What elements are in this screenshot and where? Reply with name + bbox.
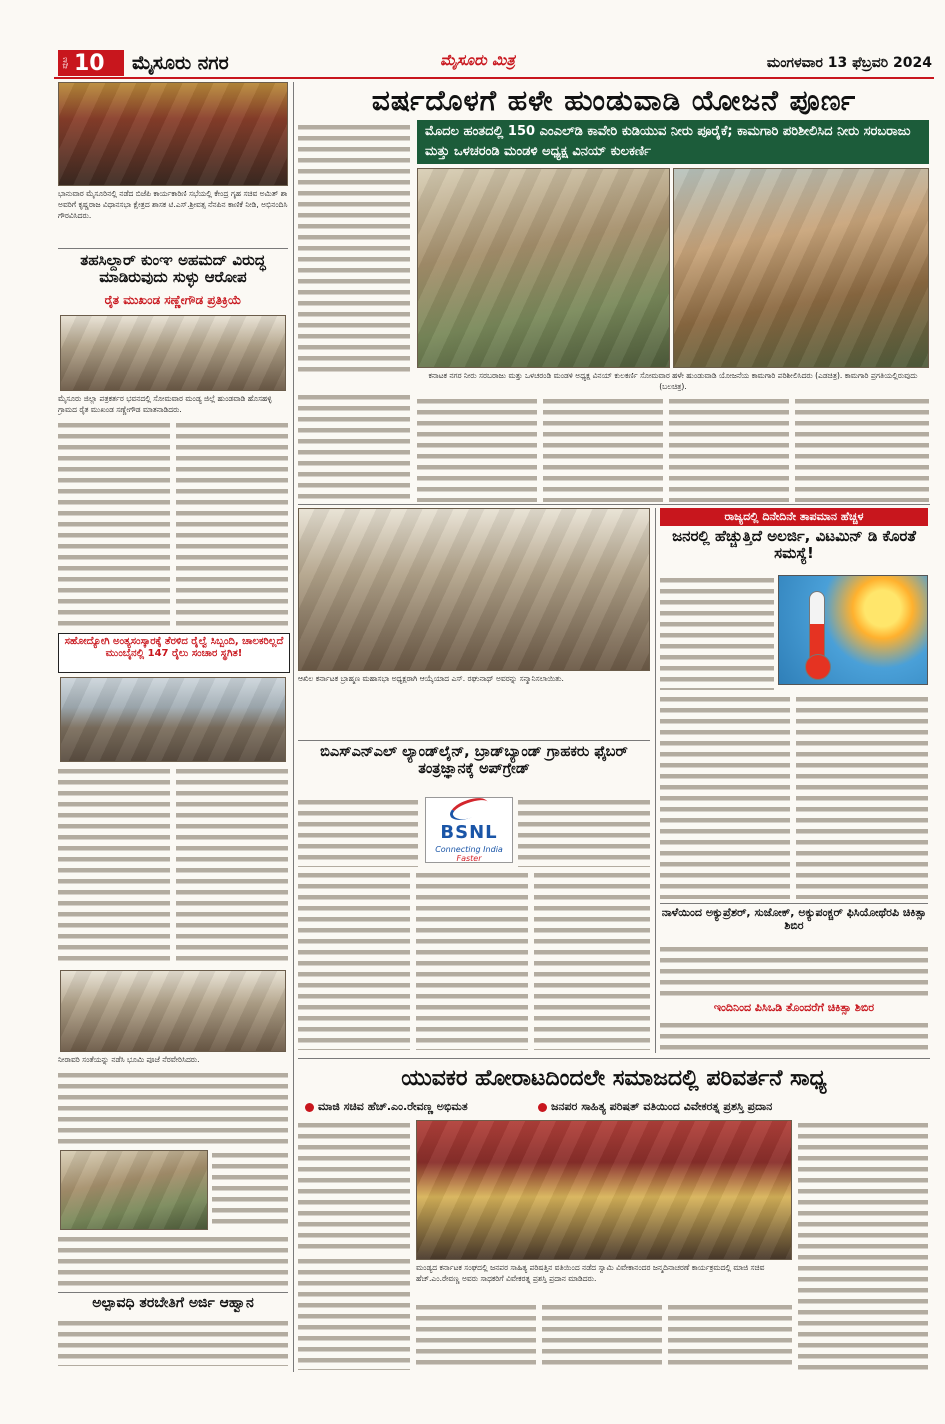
bsnl-headline: ಬಿಎಸ್‌ಎನ್‌ಎಲ್ ಲ್ಯಾಂಡ್‌ಲೈನ್, ಬ್ರಾಡ್‌ಬ್ಯಾಂಡ್ ಗ್ರಾಹಕರು ಫೈಬರ್ ತಂತ್ರಜ್ಞಾನಕ್ಕೆ ಅಪ್‌ಗ್ರೇಡ್ [320, 744, 628, 777]
youth-body-col3 [542, 1302, 662, 1370]
lead-body-col1b [298, 392, 410, 502]
rail-headline: ಸಹೋದ್ಯೋಗಿ ಅಂತ್ಯಸಂಸ್ಕಾರಕ್ಕೆ ತೆರಳಿದ ರೈಲ್ವೆ ಸಿಬ್ಬಂದಿ, ಚಾಲಕರಿಲ್ಲದೆ ಮುಂಬೈನಲ್ಲಿ 147 ರೈಲು ಸಂಚಾರ ಸ್ಥಗಿತ! [64, 636, 284, 659]
irrigation-event-body [58, 1070, 288, 1146]
lead-subhead: ಮೊದಲ ಹಂತದಲ್ಲಿ 150 ಎಂಎಲ್‌ಡಿ ಕಾವೇರಿ ಕುಡಿಯುವ ನೀರು ಪೂರೈಕೆ; ಕಾಮಗಾರಿ ಪರಿಶೀಲಿಸಿದ ನೀರು ಸರಬರಾಜು ಮತ್ತು ಒಳಚರಂಡಿ ಮಂಡಳಿ ಅಧ್ಯಕ್ಷ ವಿನಯ್ ಕುಲಕರ್ಣಿ [417, 120, 929, 164]
bullet-icon [538, 1103, 547, 1112]
youth-sub-right-text: ಜನಪರ ಸಾಹಿತ್ಯ ಪರಿಷತ್ ವತಿಯಿಂದ ವಿವೇಕರತ್ನ ಪ್ರಶಸ್ತಿ ಪ್ರದಾನ [551, 1100, 773, 1113]
paper-name: ಮೈಸೂರು ಮಿತ್ರ [440, 51, 515, 69]
vitamin-body-col1 [660, 694, 790, 899]
vitamin-kicker: ರಾಜ್ಯದಲ್ಲಿ ದಿನೇದಿನೇ ತಾಪಮಾನ ಹೆಚ್ಚಳ [660, 508, 928, 526]
page-number-badge [58, 50, 124, 76]
camp-headline: ನಾಳೆಯಿಂದ ಅಕ್ಯುಪ್ರೆಶರ್, ಸುಜೋಕ್, ಅಕ್ಯುಪಂಕ್ಚರ್ ಫಿಸಿಯೋಥೆರಪಿ ಚಿಕಿತ್ಸಾ ಶಿಬಿರ [661, 907, 927, 932]
column-rule [293, 82, 294, 1372]
bullet-icon [305, 1103, 314, 1112]
divider [660, 903, 928, 904]
bsnl-ad-logo: BSNL [440, 822, 498, 843]
column-rule [655, 508, 656, 1053]
youth-body-col5 [798, 1120, 928, 1370]
lead-body-col5 [795, 396, 929, 502]
bsnl-ad-tagline-2: Faster [456, 854, 482, 863]
divider [298, 504, 930, 505]
lead-body-col2 [417, 396, 537, 502]
vitamin-body-top [660, 575, 774, 690]
thermometer-icon [809, 591, 825, 673]
bsnl-body-col2 [416, 870, 528, 1050]
inspection-photo [417, 168, 670, 368]
section-title: ಮೈಸೂರು ನಗರ [132, 52, 229, 74]
rail-body-col1 [58, 766, 170, 966]
page-number: 10 [74, 50, 105, 76]
divider [58, 248, 288, 249]
page-label: ಪುಟ [60, 57, 69, 69]
bsnl-body-col3 [534, 870, 650, 1050]
construction-site-photo [673, 168, 929, 368]
youth-body-col1b [298, 1256, 410, 1370]
press-meet-photo [60, 315, 286, 391]
divider [58, 1292, 288, 1293]
bsnl-ad-tagline: Connecting India [435, 845, 503, 854]
application-body [58, 1318, 288, 1366]
tahsildar-headline: ತಹಸಿಲ್ದಾರ್ ಕುಂಞ ಅಹಮದ್ ವಿರುದ್ಧ ಮಾಡಿರುವುದು ಸುಳ್ಳು ಆರೋಪ [80, 252, 266, 287]
felicitation-photo [298, 508, 650, 671]
press-meet-caption: ಮೈಸೂರು ಜಿಲ್ಲಾ ಪತ್ರಕರ್ತರ ಭವನದಲ್ಲಿ ಸೋಮವಾರ ಮಂಡ್ಯ ಜಿಲ್ಲೆ ಹುಂಡವಾಡಿ ಹೊಸಹಳ್ಳಿ ಗ್ರಾಮದ ರೈತ ಮುಖಂಡ ಸಣ್ಣೇಗೌಡ ಮಾತನಾಡಿದರು. [58, 394, 272, 414]
award-ceremony-caption: ಮಂಡ್ಯದ ಕರ್ನಾಟಕ ಸಂಘದಲ್ಲಿ ಜನಪರ ಸಾಹಿತ್ಯ ಪರಿಷತ್ತಿನ ವತಿಯಿಂದ ನಡೆದ ಸ್ವಾಮಿ ವಿವೇಕಾನಂದರ ಜನ್ಮದಿನಾಚರಣೆ ಕಾರ್ಯಕ್ರಮದಲ್ಲಿ ಮಾಜಿ ಸಚಿವ ಹೆಚ್.ಎಂ.ರೇವಣ್ಣ ಅವರು ಸಾಧಕರಿಗೆ ವಿವೇಕರತ್ನ ಪ್ರಶಸ್ತಿ ಪ್ರದಾನ ಮಾಡಿದರು. [416, 1263, 765, 1283]
divider [298, 740, 650, 741]
pcod-headline: ಇಂದಿನಿಂದ ಪಿಸಿಒಡಿ ತೊಂದರೆಗೆ ಚಿಕಿತ್ಸಾ ಶಿಬಿರ [713, 1002, 875, 1014]
application-headline: ಅಲ್ಪಾವಧಿ ತರಬೇತಿಗೆ ಅರ್ಜಿ ಆಹ್ವಾನ [92, 1295, 254, 1311]
bsnl-body-right [518, 797, 650, 867]
youth-sub-right [538, 1098, 928, 1116]
heat-illustration [778, 575, 928, 685]
lead-headline: ವರ್ಷದೊಳಗೆ ಹಳೇ ಹುಂಡುವಾಡಿ ಯೋಜನೆ ಪೂರ್ಣ [371, 84, 857, 117]
youth-sub-left [305, 1098, 535, 1116]
divider [298, 1058, 930, 1059]
farm-equipment-body [212, 1150, 288, 1230]
award-ceremony-photo [416, 1120, 792, 1260]
pcod-body [660, 1020, 928, 1054]
youth-body-col1 [298, 1120, 410, 1250]
lead-body-col1 [298, 122, 410, 372]
rail-body-col2 [176, 766, 288, 966]
farm-equipment-photo [60, 1150, 208, 1230]
bjp-meeting-photo [58, 82, 288, 186]
bsnl-body-intro [298, 797, 418, 867]
lead-body-col3 [543, 396, 663, 502]
bsnl-swoosh-icon [447, 794, 491, 825]
youth-headline: ಯುವಕರ ಹೋರಾಟದಿಂದಲೇ ಸಮಾಜದಲ್ಲಿ ಪರಿವರ್ತನೆ ಸಾಧ್ಯ [401, 1066, 827, 1091]
farm-equipment-text [58, 1234, 288, 1289]
bsnl-body-col1 [298, 870, 410, 1050]
vitamin-body-col2 [796, 694, 928, 899]
tahsildar-subhead: ರೈತ ಮುಖಂಡ ಸಣ್ಣೇಗೌಡ ಪ್ರತಿಕ್ರಿಯೆ [104, 294, 242, 307]
irrigation-event-photo [60, 970, 286, 1052]
irrigation-event-caption: ನೀರಾವರಿ ಸಂತೆಯನ್ನು ನಡೆಸಿ ಭೂಮಿ ಪೂಜೆ ನೆರವೇರಿಸಿದರು. [58, 1055, 200, 1064]
youth-body-col4 [668, 1302, 792, 1370]
youth-body-col2 [416, 1302, 536, 1370]
youth-sub-left-text: ಮಾಜಿ ಸಚಿವ ಹೆಚ್.ಎಂ.ರೇವಣ್ಣ ಅಭಿಮತ [318, 1100, 468, 1113]
vitamin-headline: ಜನರಲ್ಲಿ ಹೆಚ್ಚುತ್ತಿದೆ ಅಲರ್ಜಿ, ವಿಟಮಿನ್ ಡಿ ಕೊರತೆ ಸಮಸ್ಯೆ! [672, 528, 916, 563]
camp-body [660, 944, 928, 1000]
tahsildar-body-col2 [176, 420, 288, 630]
lead-body-col4 [669, 396, 789, 502]
rail-photo [60, 677, 286, 762]
felicitation-caption: ಆಖಿಲ ಕರ್ನಾಟಕ ಬ್ರಾಹ್ಮಣ ಮಹಾಸಭಾ ಅಧ್ಯಕ್ಷರಾಗಿ ಆಯ್ಕೆಯಾದ ಎಸ್. ರಘುನಾಥ್ ಅವರನ್ನು ಸನ್ಮಾನಿಸಲಾಯಿತು. [298, 674, 564, 683]
issue-date: ಮಂಗಳವಾರ 13 ಫೆಬ್ರವರಿ 2024 [766, 55, 932, 71]
bjp-meeting-caption: ಭಾನುವಾರ ಮೈಸೂರಿನಲ್ಲಿ ನಡೆದ ಬಿಜೆಪಿ ಕಾರ್ಯಕಾರಿಣಿ ಸಭೆಯಲ್ಲಿ ಕೇಂದ್ರ ಗೃಹ ಸಚಿವ ಅಮಿತ್ ಶಾ ಅವರಿಗೆ ಕೃಷ್ಣರಾಜ ವಿಧಾನಸಭಾ ಕ್ಷೇತ್ರದ ಶಾಸಕ ಟಿ.ಎಸ್.ಶ್ರೀವತ್ಸ ನೆನಪಿನ ಕಾಣಿಕೆ ನೀಡಿ, ಅಭಿನಂದಿಸಿ ಗೌರವಿಸಿದರು. [58, 189, 288, 220]
bsnl-ad [425, 797, 513, 863]
lead-photo-caption: ಕನಾಟಕ ನಗರ ನೀರು ಸರಬರಾಜು ಮತ್ತು ಒಳಚರಂಡಿ ಮಂಡಳಿ ಅಧ್ಯಕ್ಷ ವಿನಯ್ ಕುಲಕರ್ಣಿ ಸೋಮವಾರ ಹಳೇ ಹುಂಡುವಾಡಿ ಯೋಜನೆಯ ಕಾಮಗಾರಿ ಪರಿಶೀಲಿಸಿದರು (ಎಡಚಿತ್ರ). ಕಾಮಗಾರಿ ಪ್ರಗತಿಯಲ್ಲಿರುವುದು (ಬಲಚಿತ್ರ). [428, 371, 918, 391]
tahsildar-body-col1 [58, 420, 170, 630]
masthead-rule [54, 77, 934, 79]
